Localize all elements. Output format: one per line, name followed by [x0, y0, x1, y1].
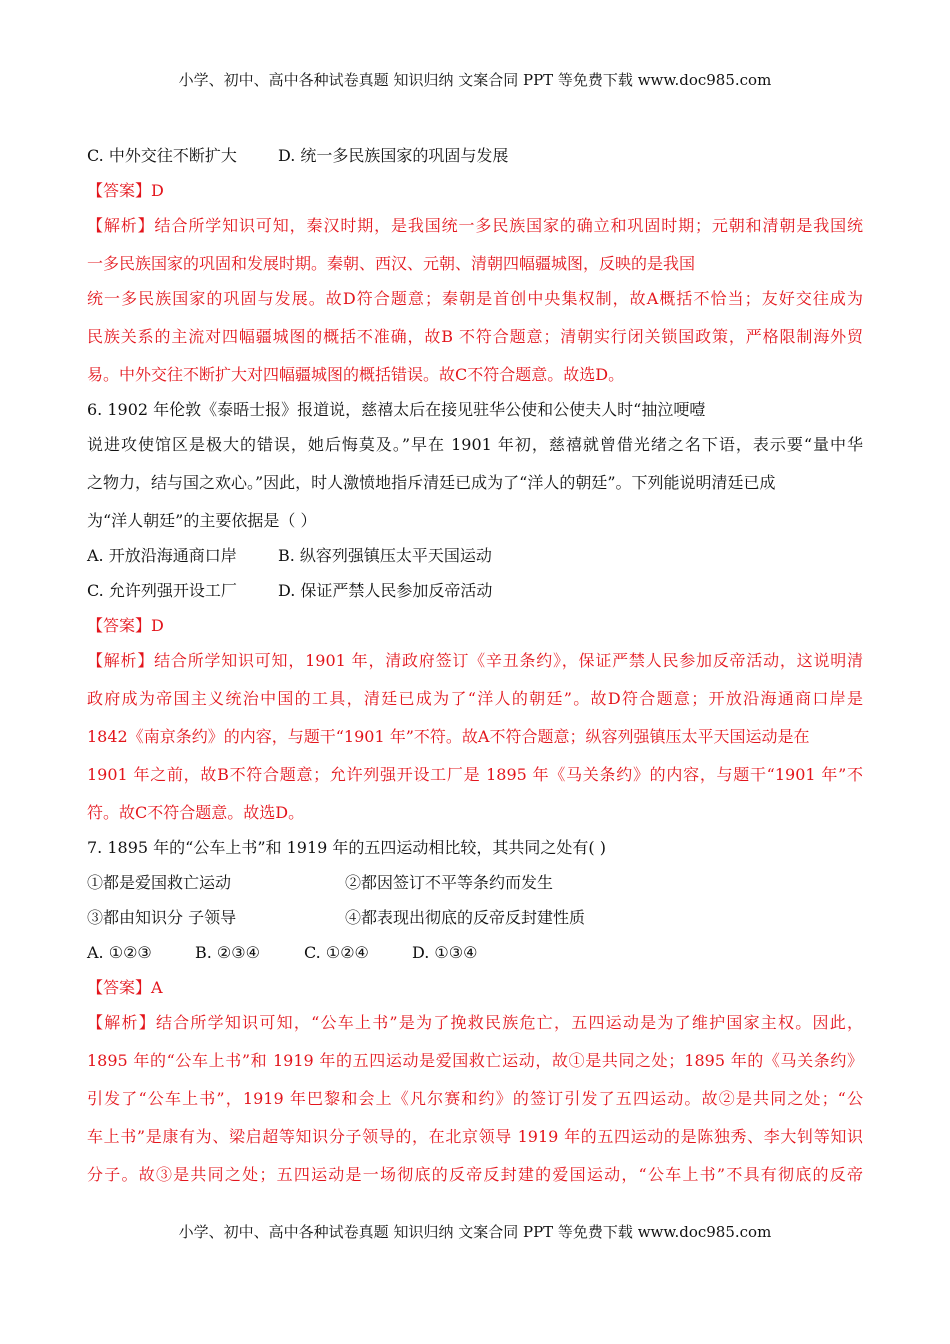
analysis-line: 统一多民族国家的巩固与发展。故D符合题意；秦朝是首创中央集权制，故A概括不恰当；友好交往成为: [87, 289, 863, 308]
analysis-line: 【解析】结合所学知识可知，秦汉时期，是我国统一多民族国家的确立和巩固时期；元朝和清朝是我国统: [87, 216, 863, 235]
analysis-line: 【解析】结合所学知识可知，1901 年，清政府签订《辛丑条约》，保证严禁人民参加反帝活动，这说明清: [87, 651, 863, 670]
option-a: A. ①②③: [87, 943, 152, 962]
analysis-line: 【解析】结合所学知识可知，“公车上书”是为了挽救民族危亡，五四运动是为了维护国家主权。因此，: [87, 1013, 863, 1032]
analysis-line: 民族关系的主流对四幅疆城图的概括不准确，故B 不符合题意；清朝实行闭关锁国政策，严格限制海外贸: [87, 327, 863, 346]
option-b: B. ②③④: [195, 943, 260, 962]
analysis-line: 符。故C不符合题意。故选D。: [87, 803, 305, 822]
analysis-line: 一多民族国家的巩固和发展时期。秦朝、西汉、元朝、清朝四幅疆城图，反映的是我国: [87, 254, 696, 273]
analysis-line: 1842《南京条约》的内容，与题干“1901 年”不符。故A不符合题意；纵容列强镇压太平天国运动是在: [87, 727, 810, 746]
analysis-line: 1895 年的“公车上书”和 1919 年的五四运动是爱国救亡运动，故①是共同之处；1895 年的《马关条约》: [87, 1051, 863, 1070]
question-stem: 为“洋人朝廷”的主要依据是（ ）: [87, 511, 317, 530]
analysis-line: 1901 年之前，故B不符合题意；允许列强开设工厂是 1895 年《马关条约》的内容，与题干“1901 年”不: [87, 765, 863, 784]
statement-3: ③都由知识分 子领导: [87, 908, 237, 927]
analysis-line: 车上书”是康有为、梁启超等知识分子领导的，在北京领导 1919 年的五四运动的是陈独秀、李大钊等知识: [87, 1127, 863, 1146]
option-c: C. 中外交往不断扩大: [87, 146, 237, 165]
option-d: D. 统一多民族国家的巩固与发展: [278, 146, 509, 165]
option-c: C. ①②④: [304, 943, 369, 962]
question-stem: 6. 1902 年伦敦《泰晤士报》报道说，慈禧太后在接见驻华公使和公使夫人时“抽泣哽噎: [87, 400, 706, 419]
answer: 【答案】A: [87, 978, 163, 997]
page-header: 小学、初中、高中各种试卷真题 知识归纳 文案合同 PPT 等免费下载 www.doc985.com: [178, 71, 772, 89]
analysis-line: 易。中外交往不断扩大对四幅疆城图的概括错误。故C不符合题意。故选D。: [87, 365, 625, 384]
option-d: D. 保证严禁人民参加反帝活动: [278, 581, 493, 600]
answer: 【答案】D: [87, 181, 164, 200]
analysis-line: 政府成为帝国主义统治中国的工具，清廷已成为了“洋人的朝廷”。故D符合题意；开放沿海通商口岸是: [87, 689, 863, 708]
analysis-line: 分子。故③是共同之处；五四运动是一场彻底的反帝反封建的爱国运动，“公车上书”不具有彻底的反帝: [87, 1165, 863, 1184]
analysis-line: 引发了“公车上书”，1919 年巴黎和会上《凡尔赛和约》的签订引发了五四运动。故②是共同之处；“公: [87, 1089, 863, 1108]
page-footer: 小学、初中、高中各种试卷真题 知识归纳 文案合同 PPT 等免费下载 www.doc985.com: [178, 1223, 772, 1241]
option-d: D. ①③④: [412, 943, 478, 962]
question-stem: 7. 1895 年的“公车上书”和 1919 年的五四运动相比较，其共同之处有( ): [87, 838, 606, 857]
statement-1: ①都是爱国救亡运动: [87, 873, 232, 892]
option-b: B. 纵容列强镇压太平天国运动: [278, 546, 492, 565]
question-stem: 之物力，结与国之欢心。”因此，时人激愤地指斥清廷已成为了“洋人的朝廷”。下列能说明清廷已成: [87, 473, 776, 492]
question-stem: 说进攻使馆区是极大的错误，她后悔莫及。”早在 1901 年初，慈禧就曾借光绪之名下语，表示要“量中华: [87, 435, 863, 454]
answer: 【答案】D: [87, 616, 164, 635]
statement-2: ②都因签订不平等条约而发生: [345, 873, 554, 892]
option-a: A. 开放沿海通商口岸: [87, 546, 237, 565]
option-c: C. 允许列强开设工厂: [87, 581, 237, 600]
statement-4: ④都表现出彻底的反帝反封建性质: [345, 908, 586, 927]
